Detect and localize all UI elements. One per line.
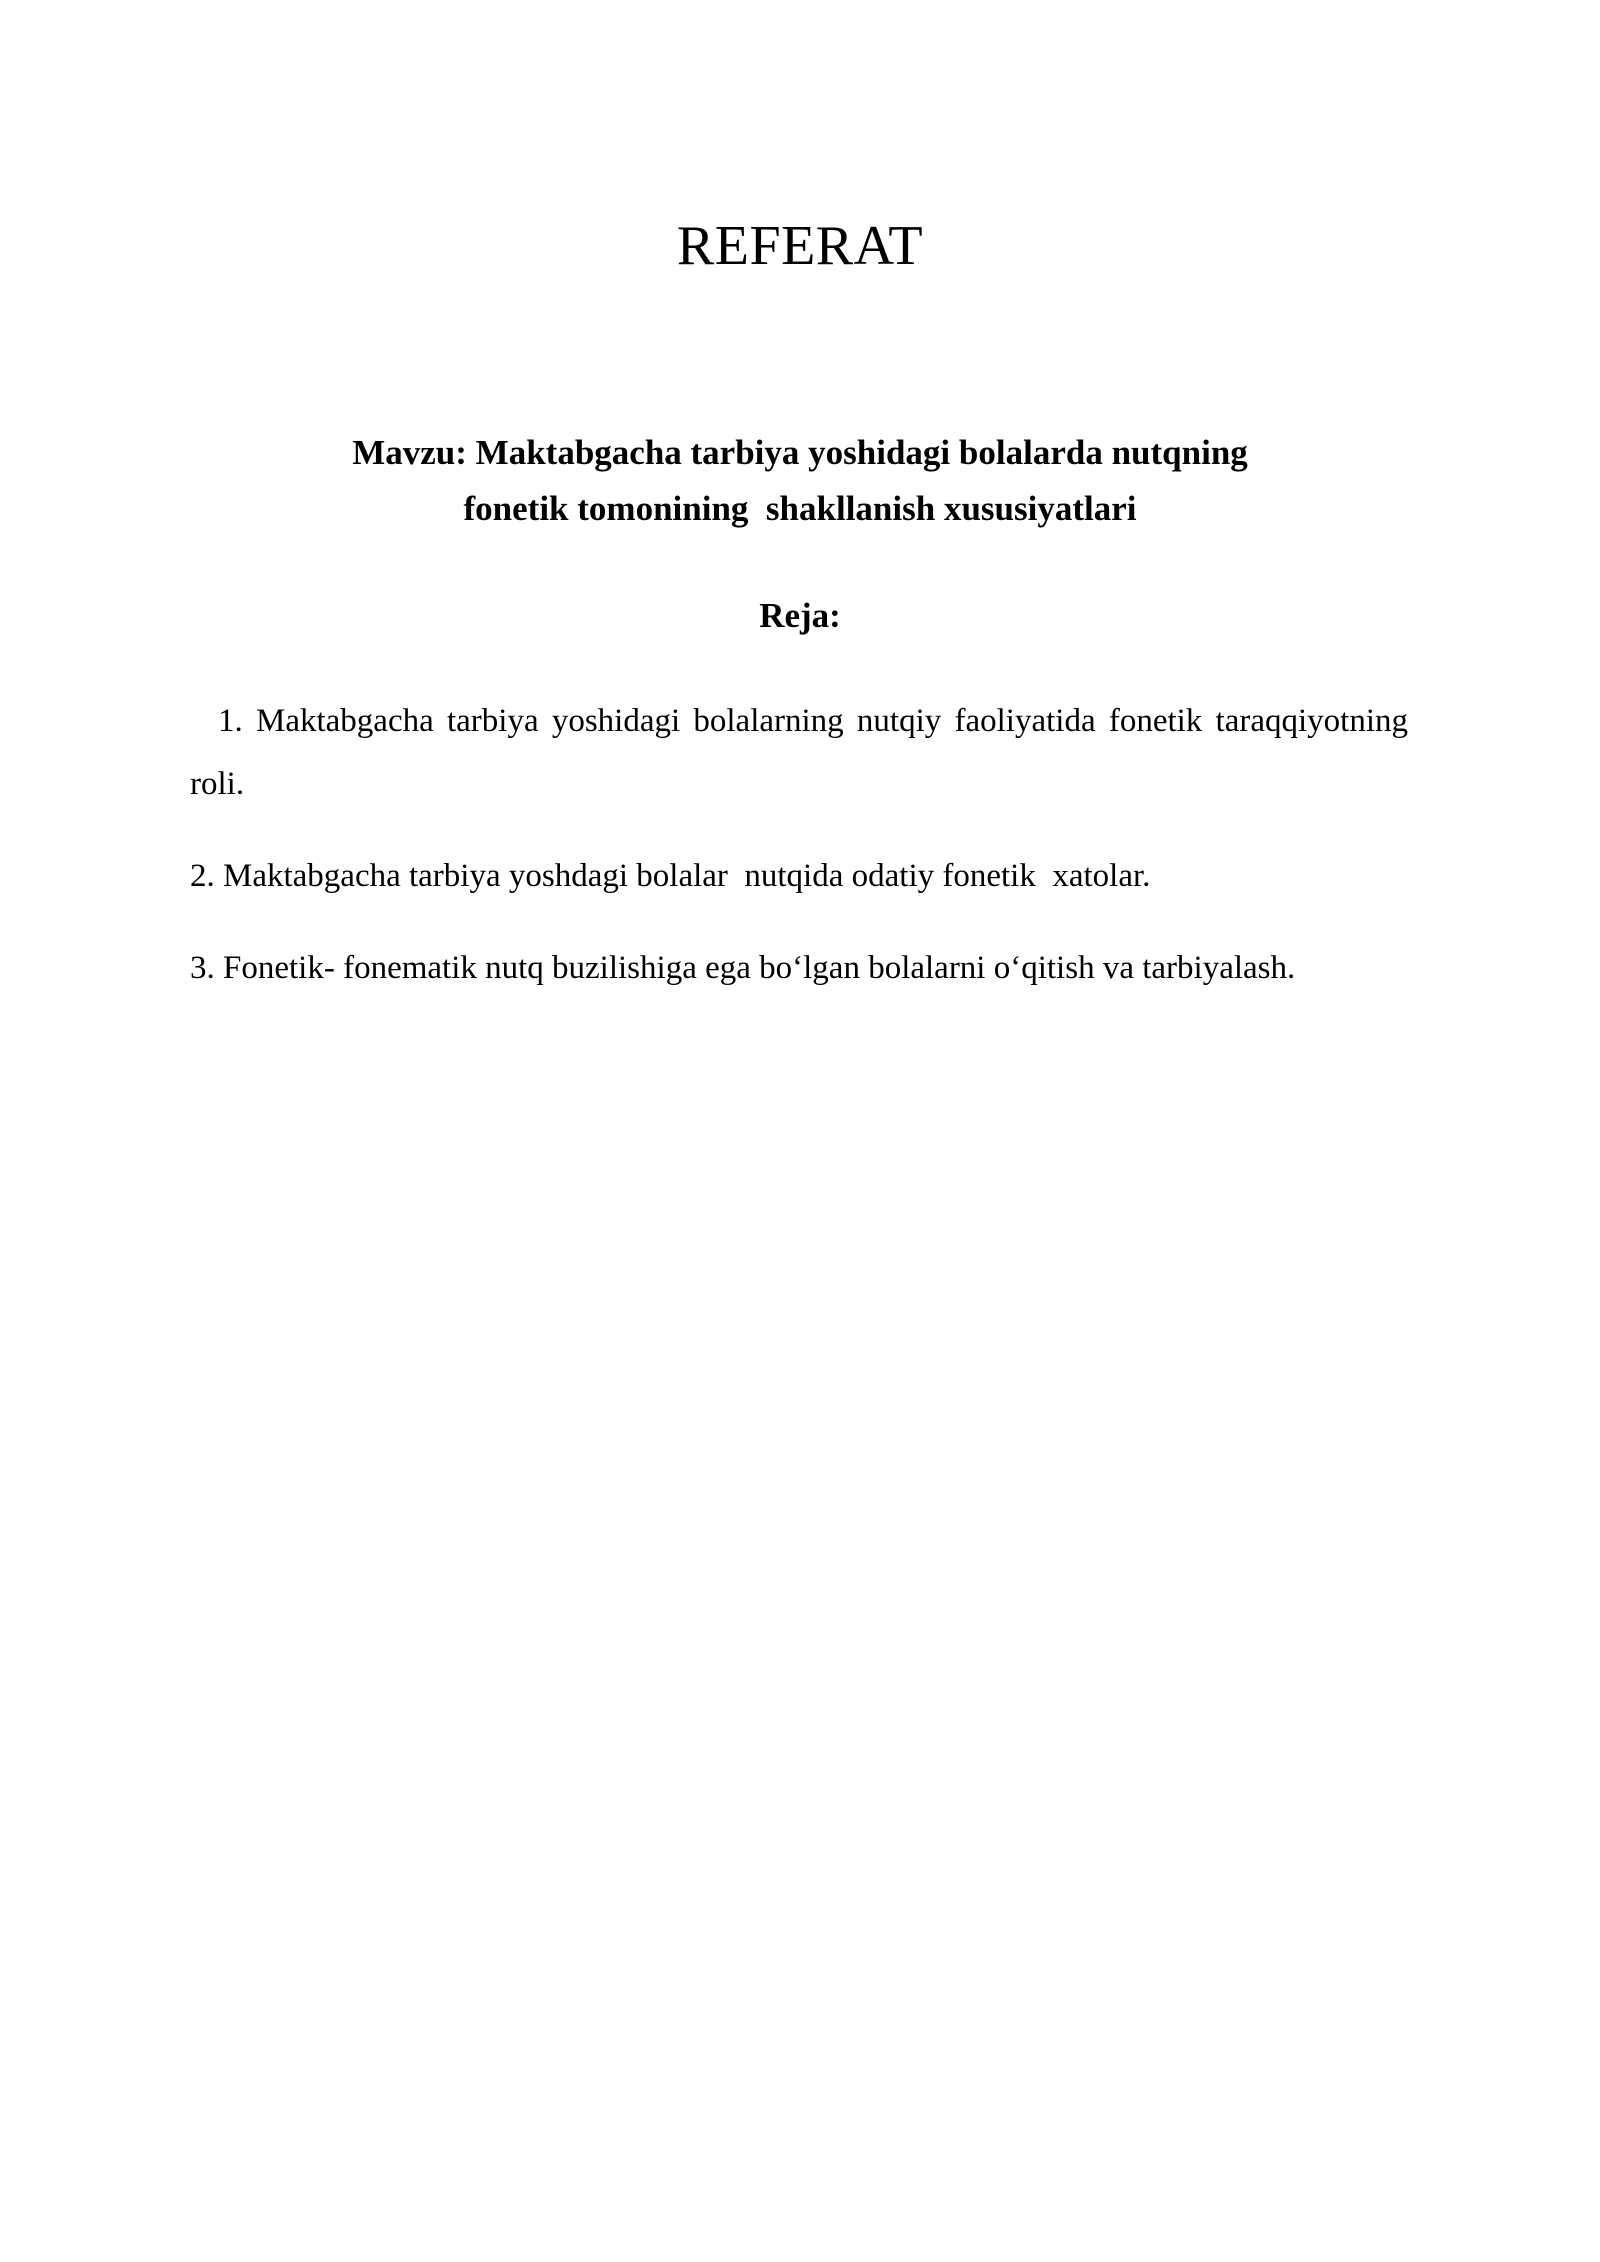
subject-heading-line-2: fonetik tomonining shakllanish xususiyatlari xyxy=(463,489,1137,528)
plan-list-item-3: 3. Fonetik- fonematik nutq buzilishiga ega boʻlgan bolalarni oʻqitish va tarbiyalash. xyxy=(190,950,1296,986)
subject-heading-line-1: Mavzu: Maktabgacha tarbiya yoshidagi bolalarda nutqning xyxy=(352,433,1248,472)
subject-heading xyxy=(190,425,1410,537)
plan-list-item-2: 2. Maktabgacha tarbiya yoshdagi bolalar nutqida odatiy fonetik xatolar. xyxy=(190,858,1151,894)
plan-list-item-1: 1. Maktabgacha tarbiya yoshidagi bolalarning nutqiy faoliyatida fonetik taraqqiyotning roli. xyxy=(190,703,1417,802)
plan-list xyxy=(190,690,1417,1000)
page-title: REFERAT xyxy=(676,214,924,277)
plan-heading: Reja: xyxy=(759,596,841,635)
